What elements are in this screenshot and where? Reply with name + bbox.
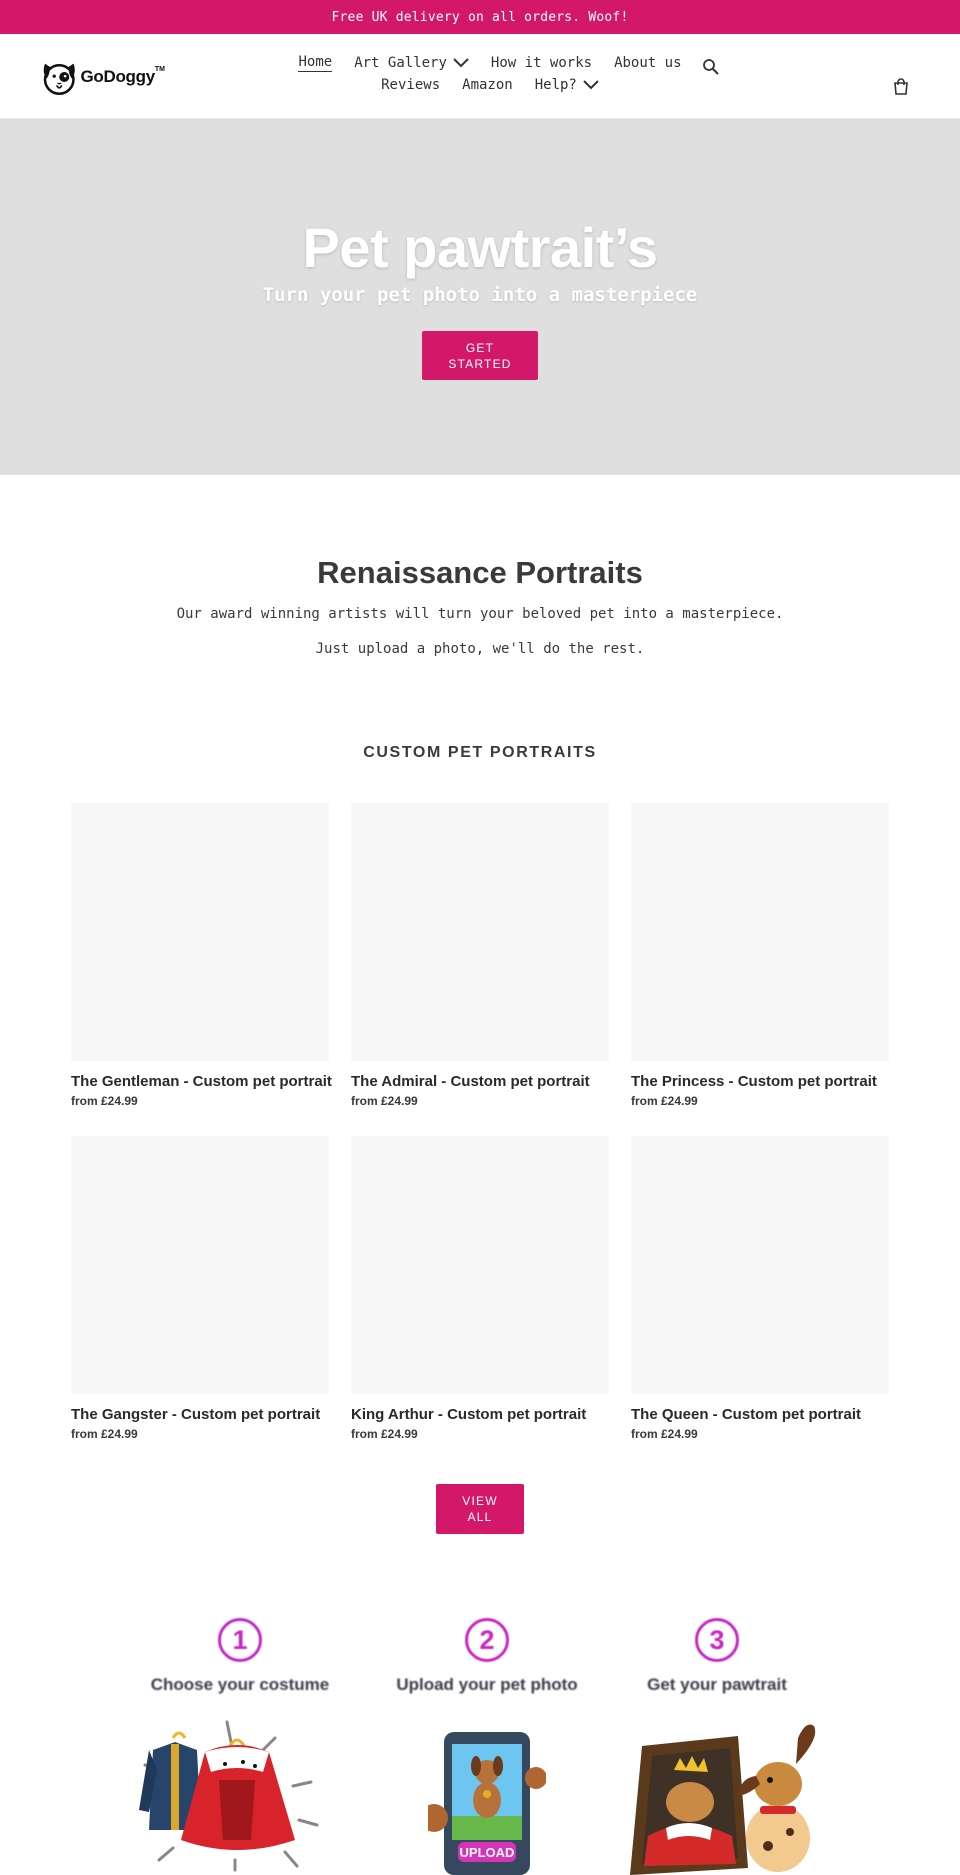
hero-banner xyxy=(0,119,960,475)
step-2 xyxy=(377,1618,597,1695)
chevron-down-icon xyxy=(453,58,469,68)
pawtrait-illustration xyxy=(628,1718,828,1875)
chevron-down-icon xyxy=(583,80,599,90)
nav-about-us-label: About us xyxy=(614,55,682,71)
step-1 xyxy=(130,1618,350,1695)
intro-paragraph-1: Our award winning artists will turn your beloved pet into a masterpiece. xyxy=(176,606,784,622)
nav-amazon-label: Amazon xyxy=(462,77,513,93)
get-started-button[interactable]: GET STARTED xyxy=(422,331,538,380)
logo[interactable] xyxy=(40,52,165,102)
product-name[interactable]: The Admiral - Custom pet portrait xyxy=(351,1073,590,1090)
product-card[interactable] xyxy=(631,803,889,1108)
view-all-button[interactable]: VIEW ALL xyxy=(436,1484,524,1534)
intro-title: Renaissance Portraits xyxy=(317,555,643,590)
nav-how-it-works[interactable] xyxy=(491,55,592,71)
nav-help[interactable] xyxy=(535,77,599,93)
nav-home[interactable] xyxy=(298,54,332,72)
step-3 xyxy=(607,1618,827,1695)
product-price: from £24.99 xyxy=(631,1094,698,1108)
brand-name: GoDoggy xyxy=(80,67,155,86)
intro-paragraph-2: Just upload a photo, we'll do the rest. xyxy=(315,641,645,657)
step-label: Get your pawtrait xyxy=(647,1675,787,1694)
product-price: from £24.99 xyxy=(351,1094,418,1108)
search-icon xyxy=(702,58,720,76)
dog-logo-icon xyxy=(40,53,78,101)
product-image[interactable] xyxy=(71,803,329,1061)
nav-row-1 xyxy=(280,52,700,74)
nav-how-it-works-label: How it works xyxy=(490,55,593,71)
nav-about-us[interactable] xyxy=(614,55,681,71)
product-image[interactable] xyxy=(631,803,889,1061)
product-name[interactable]: The Princess - Custom pet portrait xyxy=(631,1073,877,1090)
nav-art-gallery[interactable] xyxy=(354,55,469,71)
product-image[interactable] xyxy=(351,803,609,1061)
site-header xyxy=(0,34,960,119)
product-card[interactable] xyxy=(631,1136,889,1441)
nav-reviews-label: Reviews xyxy=(381,77,441,93)
product-name[interactable]: The Gentleman - Custom pet portrait xyxy=(71,1073,332,1090)
cart-button[interactable] xyxy=(893,78,911,96)
step-number: 3 xyxy=(695,1618,739,1662)
hero-subtitle: Turn your pet photo into a masterpiece xyxy=(262,284,698,306)
hero-title: Pet pawtrait’s xyxy=(302,216,658,279)
step-number: 1 xyxy=(218,1618,262,1662)
search-button[interactable] xyxy=(702,58,722,78)
cart-icon xyxy=(893,78,909,95)
product-price: from £24.99 xyxy=(351,1427,418,1441)
product-card[interactable] xyxy=(71,803,332,1108)
collection-title: CUSTOM PET PORTRAITS xyxy=(363,744,597,761)
nav-help-label: Help? xyxy=(534,77,577,93)
product-price: from £24.99 xyxy=(71,1094,138,1108)
costume-illustration xyxy=(135,1720,335,1875)
step-label: Choose your costume xyxy=(150,1675,330,1694)
upload-label: UPLOAD xyxy=(459,1845,515,1860)
product-image[interactable] xyxy=(71,1136,329,1394)
nav-reviews[interactable] xyxy=(381,77,440,93)
step-label: Upload your pet photo xyxy=(396,1675,578,1694)
phone-upload-illustration xyxy=(428,1728,546,1875)
main-nav xyxy=(280,52,700,96)
nav-amazon[interactable] xyxy=(462,77,513,93)
announcement-text: Free UK delivery on all orders. Woof! xyxy=(331,9,629,25)
product-card[interactable] xyxy=(351,1136,609,1441)
product-card[interactable] xyxy=(351,803,609,1108)
product-price: from £24.99 xyxy=(631,1427,698,1441)
product-image[interactable] xyxy=(351,1136,609,1394)
product-name[interactable]: The Gangster - Custom pet portrait xyxy=(71,1406,321,1423)
product-card[interactable] xyxy=(71,1136,329,1441)
nav-home-label: Home xyxy=(298,54,333,70)
step-number: 2 xyxy=(465,1618,509,1662)
product-name[interactable]: King Arthur - Custom pet portrait xyxy=(351,1406,587,1423)
nav-row-2 xyxy=(280,74,700,96)
brand-tm: TM xyxy=(154,65,165,73)
product-price: from £24.99 xyxy=(71,1427,138,1441)
product-image[interactable] xyxy=(631,1136,889,1394)
product-name[interactable]: The Queen - Custom pet portrait xyxy=(631,1406,862,1423)
nav-art-gallery-label: Art Gallery xyxy=(354,55,447,71)
announcement-bar xyxy=(0,0,960,34)
